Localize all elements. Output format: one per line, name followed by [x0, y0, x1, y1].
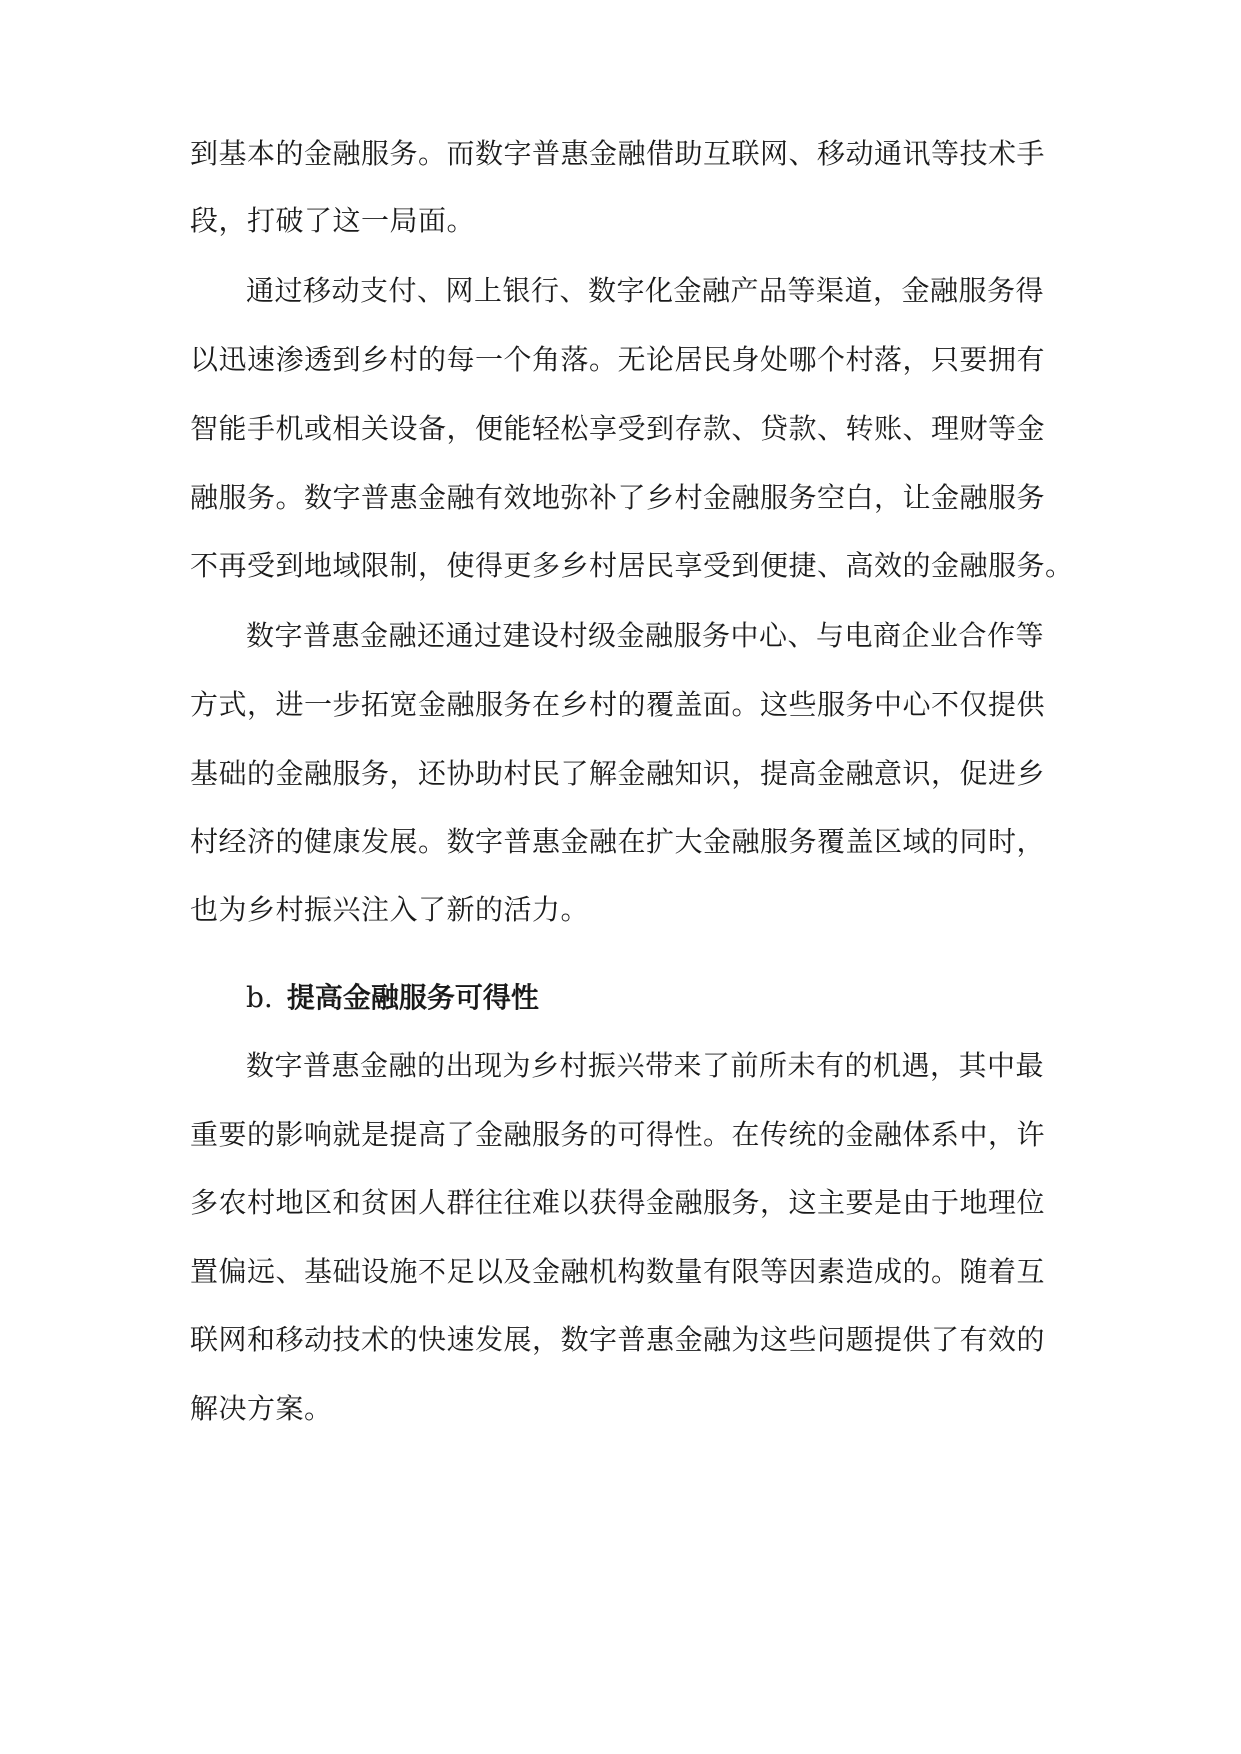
paragraph-line: 数字普惠金融还通过建设村级金融服务中心、与电商企业合作等 [246, 619, 1045, 652]
paragraph-line: 联网和移动技术的快速发展，数字普惠金融为这些问题提供了有效的 [190, 1323, 1046, 1356]
paragraph-line: 到基本的金融服务。而数字普惠金融借助互联网、移动通讯等技术手 [190, 137, 1046, 170]
section-marker: b. [246, 981, 273, 1014]
paragraph-line: 基础的金融服务，还协助村民了解金融知识，提高金融意识，促进乡 [190, 757, 1046, 790]
paragraph-line: 也为乡村振兴注入了新的活力。 [190, 893, 590, 926]
paragraph-line: 通过移动支付、网上银行、数字化金融产品等渠道，金融服务得 [246, 274, 1045, 307]
paragraph-line: 重要的影响就是提高了金融服务的可得性。在传统的金融体系中，许 [190, 1118, 1046, 1151]
paragraph-line: 方式，进一步拓宽金融服务在乡村的覆盖面。这些服务中心不仅提供 [190, 688, 1046, 721]
paragraph-line: 融服务。数字普惠金融有效地弥补了乡村金融服务空白，让金融服务 [190, 481, 1046, 514]
paragraph-line: 段，打破了这一局面。 [190, 204, 476, 237]
paragraph-line: 解决方案。 [190, 1392, 333, 1425]
paragraph-line: 置偏远、基础设施不足以及金融机构数量有限等因素造成的。随着互 [190, 1255, 1046, 1288]
paragraph-line: 村经济的健康发展。数字普惠金融在扩大金融服务覆盖区域的同时， [190, 825, 1046, 858]
paragraph-line: 以迅速渗透到乡村的每一个角落。无论居民身处哪个村落，只要拥有 [190, 343, 1046, 376]
paragraph-line: 数字普惠金融的出现为乡村振兴带来了前所未有的机遇，其中最 [246, 1049, 1045, 1082]
section-heading [246, 978, 539, 1018]
paragraph-line: 不再受到地域限制，使得更多乡村居民享受到便捷、高效的金融服务。 [190, 549, 1074, 582]
paragraph-line: 智能手机或相关设备，便能轻松享受到存款、贷款、转账、理财等金 [190, 412, 1046, 445]
paragraph-line: 多农村地区和贫困人群往往难以获得金融服务，这主要是由于地理位 [190, 1186, 1046, 1219]
section-title: 提高金融服务可得性 [286, 981, 539, 1014]
